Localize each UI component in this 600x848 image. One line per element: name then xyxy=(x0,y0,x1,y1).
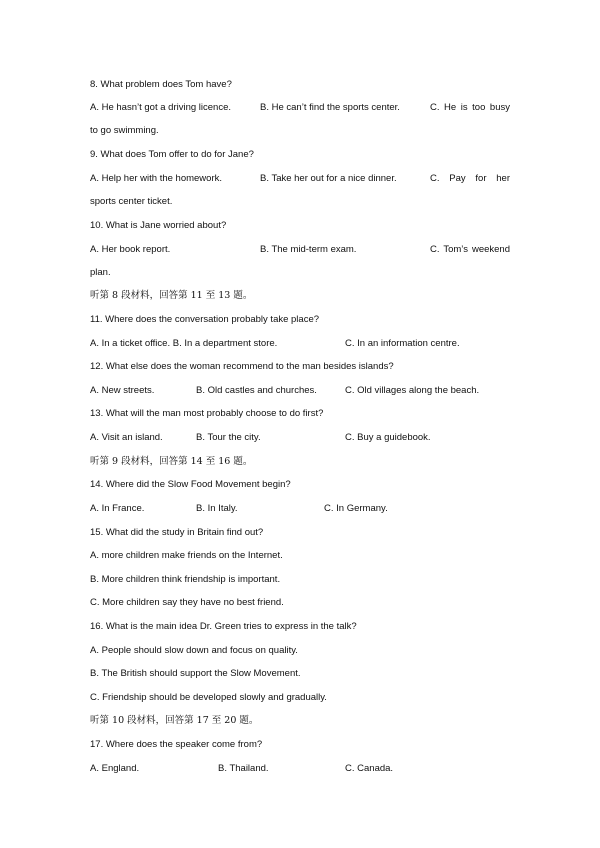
question-13: 13. What will the man most probably choose to do first? xyxy=(90,408,324,419)
question-11: 11. Where does the conversation probably take place? xyxy=(90,314,320,325)
option-11c: C. In an information centre. xyxy=(345,338,460,349)
option-9c: C. Pay for her xyxy=(430,173,510,184)
option-15b: B. More children think friendship is important. xyxy=(90,574,281,585)
option-14b: B. In Italy. xyxy=(196,503,238,514)
option-14c: C. In Germany. xyxy=(324,503,388,514)
option-10c: C. Tom’s weekend xyxy=(430,244,510,255)
option-16a: A. People should slow down and focus on quality. xyxy=(90,645,298,656)
option-12a: A. New streets. xyxy=(90,385,155,396)
section-heading-8: 听第 8 段材料，回答第 11 至 13 题。 xyxy=(90,290,253,301)
option-15a: A. more children make friends on the Internet. xyxy=(90,550,283,561)
question-12: 12. What else does the woman recommend to the man besides islands? xyxy=(90,361,394,372)
option-16c: C. Friendship should be developed slowly and gradually. xyxy=(90,692,327,703)
question-16: 16. What is the main idea Dr. Green tries to express in the talk? xyxy=(90,621,357,632)
question-9: 9. What does Tom offer to do for Jane? xyxy=(90,149,254,160)
option-16b: B. The British should support the Slow Movement. xyxy=(90,668,301,679)
option-9a: A. Help her with the homework. xyxy=(90,173,223,184)
question-8: 8. What problem does Tom have? xyxy=(90,79,232,90)
option-14a: A. In France. xyxy=(90,503,145,514)
option-13c: C. Buy a guidebook. xyxy=(345,432,431,443)
option-10a: A. Her book report. xyxy=(90,244,171,255)
option-12c: C. Old villages along the beach. xyxy=(345,385,480,396)
question-14: 14. Where did the Slow Food Movement begin? xyxy=(90,479,291,490)
section-heading-10: 听第 10 段材料，回答第 17 至 20 题。 xyxy=(90,715,259,726)
option-8a: A. He hasn’t got a driving licence. xyxy=(90,102,231,113)
option-9c-continued: sports center ticket. xyxy=(90,196,173,207)
option-13a: A. Visit an island. xyxy=(90,432,163,443)
option-10b: B. The mid-term exam. xyxy=(260,244,357,255)
question-10: 10. What is Jane worried about? xyxy=(90,220,227,231)
option-15c: C. More children say they have no best friend. xyxy=(90,597,284,608)
option-17b: B. Thailand. xyxy=(218,763,269,774)
option-8c: C. He is too busy xyxy=(430,102,510,113)
option-12b: B. Old castles and churches. xyxy=(196,385,317,396)
option-8c-continued: to go swimming. xyxy=(90,125,159,136)
question-15: 15. What did the study in Britain find out? xyxy=(90,527,264,538)
option-13b: B. Tour the city. xyxy=(196,432,261,443)
section-heading-9: 听第 9 段材料，回答第 14 至 16 题。 xyxy=(90,456,253,467)
option-17a: A. England. xyxy=(90,763,140,774)
option-17c: C. Canada. xyxy=(345,763,394,774)
question-17: 17. Where does the speaker come from? xyxy=(90,739,263,750)
option-9b: B. Take her out for a nice dinner. xyxy=(260,173,397,184)
option-10c-continued: plan. xyxy=(90,267,111,278)
option-11ab: A. In a ticket office. B. In a department store. xyxy=(90,338,278,349)
option-8b: B. He can’t find the sports center. xyxy=(260,102,400,113)
